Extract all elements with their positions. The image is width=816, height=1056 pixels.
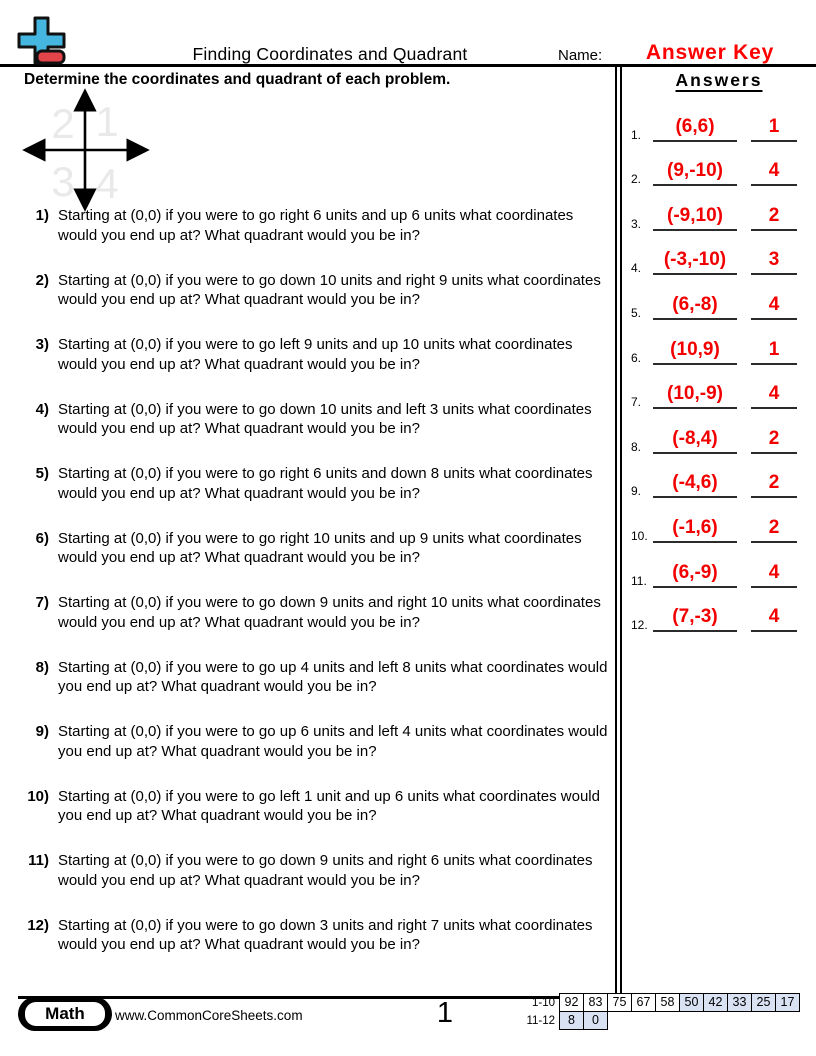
answer-row [625, 368, 813, 413]
problem-item [24, 206, 612, 245]
answer-row [625, 100, 813, 145]
page-title: Finding Coordinates and Quadrant [192, 44, 468, 64]
problem-text: Starting at (0,0) if you were to go down 10 units and left 3 units what coordinates would you end up at? What quadrant would you be in? [58, 400, 592, 437]
problem-number: 7) [35, 594, 49, 611]
answer-number: 11. [631, 573, 647, 588]
problem-number: 6) [35, 529, 49, 547]
answers-column-divider [615, 67, 622, 997]
answer-quadrant-blank: 2 [751, 428, 797, 454]
score-grid-row [520, 1011, 800, 1030]
problem-text: Starting at (0,0) if you were to go right 6 units and up 6 units what coordinates would you end up at? What quadrant would you be in? [58, 207, 574, 244]
problem-item [24, 916, 612, 955]
score-cell: 92 [559, 993, 584, 1012]
math-subject-badge [18, 997, 112, 1031]
answer-coordinates-blank: (-3,-10) [653, 249, 737, 275]
answer-row [625, 145, 813, 190]
quadrant-2-label: 2 [51, 100, 75, 147]
problem-item [24, 400, 612, 439]
answer-row [625, 412, 813, 457]
answer-coordinates-blank: (10,9) [653, 339, 737, 365]
score-cell: 33 [727, 993, 752, 1012]
answer-key-text: Answer Key [645, 41, 775, 64]
problem-number: 3) [35, 336, 49, 353]
problem-text: Starting at (0,0) if you were to go left 1 unit and up 6 units what coordinates would you end up at? What quadrant would you be in? [58, 787, 600, 824]
answer-quadrant-blank: 2 [751, 517, 797, 543]
answer-number: 3. [631, 216, 642, 231]
answer-row [625, 234, 813, 279]
score-grid [520, 993, 800, 1030]
problem-text: Starting at (0,0) if you were to go down 3 units and right 7 units what coordinates would you end up at? What quadrant would you be in? [58, 916, 593, 953]
answer-row [625, 501, 813, 546]
score-cell: 83 [583, 993, 608, 1012]
score-cell: 25 [751, 993, 776, 1012]
problem-text: Starting at (0,0) if you were to go up 4 units and left 8 units what coordinates would you end up at? What quadrant would you be in? [58, 658, 608, 695]
answer-number: 9. [631, 484, 642, 499]
answer-quadrant-blank: 2 [751, 205, 797, 231]
answer-number: 10. [631, 528, 648, 543]
problems-list [24, 206, 612, 980]
problem-item [24, 658, 612, 697]
answer-quadrant-blank: 1 [751, 339, 797, 365]
answer-coordinates-blank: (10,-9) [653, 383, 737, 409]
answer-quadrant-blank: 4 [751, 606, 797, 632]
answer-coordinates-blank: (-4,6) [653, 472, 737, 498]
problem-number: 1) [35, 207, 49, 224]
problem-item [24, 271, 612, 310]
quadrant-axes-diagram [20, 84, 154, 216]
problem-item [24, 529, 612, 568]
problem-number: 8) [35, 658, 49, 676]
score-cell: 0 [583, 1011, 608, 1030]
answer-quadrant-blank: 2 [751, 472, 797, 498]
score-grid-row-label: 11-12 [526, 1014, 555, 1027]
answer-row [625, 278, 813, 323]
answers-list [625, 100, 813, 635]
page-number: 1 [436, 997, 454, 1029]
answer-quadrant-blank: 4 [751, 294, 797, 320]
answer-coordinates-blank: (6,6) [653, 116, 737, 142]
score-cell: 75 [607, 993, 632, 1012]
answer-coordinates-blank: (-1,6) [653, 517, 737, 543]
commoncoresheets-plus-minus-logo-icon [13, 14, 69, 73]
score-cell: 8 [559, 1011, 584, 1030]
problem-text: Starting at (0,0) if you were to go right 6 units and down 8 units what coordinates would you end up at? What quadrant would you be in? [58, 465, 593, 502]
quadrant-1-label: 1 [95, 98, 119, 145]
problem-item [24, 593, 612, 632]
problem-item [24, 335, 612, 374]
problem-number: 12) [27, 916, 49, 934]
answer-row [625, 546, 813, 591]
problem-item [24, 787, 612, 826]
answer-quadrant-blank: 4 [751, 160, 797, 186]
answer-number: 1. [631, 127, 642, 142]
answer-quadrant-blank: 4 [751, 562, 797, 588]
answer-number: 6. [631, 350, 642, 365]
problem-text: Starting at (0,0) if you were to go up 6 units and left 4 units what coordinates would you end up at? What quadrant would you be in? [58, 723, 608, 760]
answer-row [625, 323, 813, 368]
problem-item [24, 464, 612, 503]
answer-quadrant-blank: 4 [751, 383, 797, 409]
quadrant-4-label: 4 [95, 160, 119, 207]
header-divider [0, 64, 816, 67]
problem-number: 11) [28, 852, 49, 869]
quadrant-3-label: 3 [51, 158, 75, 205]
name-label: Name: [558, 47, 603, 64]
problem-text: Starting at (0,0) if you were to go left 9 units and up 10 units what coordinates would you end up at? What quadrant would you be in? [58, 336, 573, 373]
problem-number: 4) [35, 400, 49, 418]
answers-title: Answers [675, 70, 763, 90]
problem-item [24, 851, 612, 890]
problem-text: Starting at (0,0) if you were to go down 9 units and right 10 units what coordinates would you end up at? What quadrant would you be in? [58, 594, 601, 631]
score-cell: 58 [655, 993, 680, 1012]
answer-number: 7. [631, 395, 642, 410]
problem-text: Starting at (0,0) if you were to go right 10 units and up 9 units what coordinates would you end up at? What quadrant would you be in? [58, 529, 582, 566]
problem-item [24, 722, 612, 761]
score-cell: 42 [703, 993, 728, 1012]
score-cell: 67 [631, 993, 656, 1012]
problem-number: 9) [35, 723, 49, 740]
answer-coordinates-blank: (-9,10) [653, 205, 737, 231]
answer-quadrant-blank: 3 [751, 249, 797, 275]
problem-text: Starting at (0,0) if you were to go down 10 units and right 9 units what coordinates would you end up at? What quadrant would you be in? [58, 271, 601, 308]
problem-text: Starting at (0,0) if you were to go down 9 units and right 6 units what coordinates would you end up at? What quadrant would you be in? [58, 852, 593, 889]
answer-coordinates-blank: (-8,4) [653, 428, 737, 454]
score-cell: 17 [775, 993, 800, 1012]
problem-number: 5) [35, 465, 49, 482]
answers-panel [625, 70, 813, 635]
answer-number: 5. [631, 305, 642, 320]
answer-number: 4. [631, 261, 642, 276]
answer-coordinates-blank: (6,-9) [653, 562, 737, 588]
answer-coordinates-blank: (7,-3) [653, 606, 737, 632]
problem-number: 10) [27, 787, 49, 805]
answer-row [625, 457, 813, 502]
problem-number: 2) [35, 271, 49, 289]
answer-row [625, 189, 813, 234]
math-badge-label: Math [25, 1002, 105, 1026]
score-cell: 50 [679, 993, 704, 1012]
answer-number: 8. [631, 439, 642, 454]
score-grid-row [520, 993, 800, 1012]
answer-number: 12. [631, 618, 648, 633]
answer-row [625, 591, 813, 636]
answer-number: 2. [631, 172, 642, 187]
answer-quadrant-blank: 1 [751, 116, 797, 142]
answer-coordinates-blank: (9,-10) [653, 160, 737, 186]
website-url: www.CommonCoreSheets.com [115, 1008, 303, 1023]
answer-coordinates-blank: (6,-8) [653, 294, 737, 320]
score-grid-row-label: 1-10 [531, 996, 555, 1009]
instruction-text: Determine the coordinates and quadrant of each problem. [24, 71, 451, 88]
